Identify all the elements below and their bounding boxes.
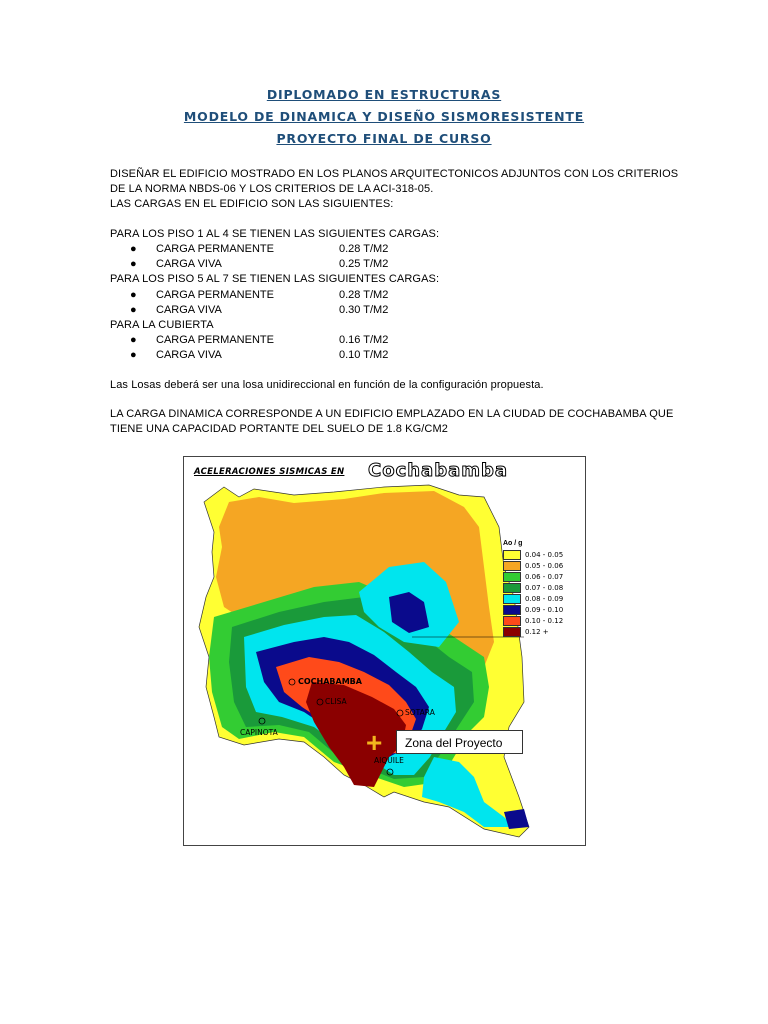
- place-sotara: SOTARA: [405, 708, 435, 717]
- legend-label: 0.08 - 0.09: [525, 594, 564, 603]
- legend-item: [503, 615, 573, 626]
- legend-swatch: [503, 572, 521, 582]
- load-value: 0.28 T/M2: [339, 243, 389, 255]
- map-city-title: Cochabamba: [368, 460, 509, 481]
- legend-swatch: [503, 627, 521, 637]
- title-modelo: MODELO DE DINAMICA Y DISEÑO SISMORESISTENTE: [183, 109, 585, 124]
- bullet-icon: ●: [130, 349, 137, 361]
- map-legend: [503, 540, 573, 637]
- load-value: 0.16 T/M2: [339, 334, 389, 346]
- bullet-icon: ●: [130, 243, 137, 255]
- legend-item: [503, 582, 573, 593]
- seismic-zone-map-graphic: [184, 457, 585, 845]
- place-aiquile: AIQUILE: [374, 756, 404, 765]
- intro-line-3: LAS CARGAS EN EL EDIFICIO SON LAS SIGUIENTES:: [110, 198, 394, 210]
- legend-item: [503, 549, 573, 560]
- legend-title: Ao / g: [503, 540, 523, 547]
- load-value: 0.25 T/M2: [339, 258, 389, 270]
- load-label: CARGA PERMANENTE: [156, 289, 274, 301]
- legend-label: 0.12 +: [525, 627, 549, 636]
- legend-label: 0.06 - 0.07: [525, 572, 564, 581]
- plus-icon: +: [366, 727, 383, 758]
- legend-swatch: [503, 594, 521, 604]
- legend-swatch: [503, 616, 521, 626]
- load-value: 0.30 T/M2: [339, 304, 389, 316]
- legend-label: 0.10 - 0.12: [525, 616, 564, 625]
- slab-note: Las Losas deberá ser una losa unidireccional en función de la configuración propuesta.: [110, 379, 544, 391]
- legend-swatch: [503, 561, 521, 571]
- intro-line-1: DISEÑAR EL EDIFICIO MOSTRADO EN LOS PLANOS ARQUITECTONICOS ADJUNTOS CON LOS CRITERIOS: [110, 168, 679, 180]
- project-zone-callout: Zona del Proyecto: [396, 730, 523, 754]
- legend-item: [503, 560, 573, 571]
- load-label: CARGA PERMANENTE: [156, 243, 274, 255]
- load-label: CARGA VIVA: [156, 349, 222, 361]
- legend-item: [503, 604, 573, 615]
- load-label: CARGA VIVA: [156, 304, 222, 316]
- loads-heading-1: PARA LOS PISO 1 AL 4 SE TIENEN LAS SIGUIENTES CARGAS:: [110, 228, 440, 240]
- place-capinota: CAPINOTA: [240, 728, 278, 737]
- place-cochabamba: COCHABAMBA: [298, 677, 362, 686]
- legend-item: [503, 593, 573, 604]
- bullet-icon: ●: [130, 258, 137, 270]
- bullet-icon: ●: [130, 289, 137, 301]
- load-label: CARGA VIVA: [156, 258, 222, 270]
- dynamic-line-2: TIENE UNA CAPACIDAD PORTANTE DEL SUELO DE 1.8 KG/CM2: [110, 423, 448, 435]
- legend-item: [503, 626, 573, 637]
- place-clisa: CLISA: [325, 697, 347, 706]
- map-title: ACELERACIONES SISMICAS EN: [194, 467, 345, 477]
- legend-label: 0.04 - 0.05: [525, 550, 564, 559]
- seismic-map: [183, 456, 586, 846]
- legend-swatch: [503, 550, 521, 560]
- loads-heading-3: PARA LA CUBIERTA: [110, 319, 214, 331]
- legend-label: 0.09 - 0.10: [525, 605, 564, 614]
- load-value: 0.10 T/M2: [339, 349, 389, 361]
- intro-line-2: DE LA NORMA NBDS-06 Y LOS CRITERIOS DE LA ACI-318-05.: [110, 183, 434, 195]
- title-proyecto: PROYECTO FINAL DE CURSO: [276, 131, 492, 146]
- load-value: 0.28 T/M2: [339, 289, 389, 301]
- title-diplomado: DIPLOMADO EN ESTRUCTURAS: [266, 87, 502, 102]
- legend-swatch: [503, 583, 521, 593]
- legend-label: 0.05 - 0.06: [525, 561, 564, 570]
- bullet-icon: ●: [130, 334, 137, 346]
- bullet-icon: ●: [130, 304, 137, 316]
- load-label: CARGA PERMANENTE: [156, 334, 274, 346]
- legend-item: [503, 571, 573, 582]
- loads-heading-2: PARA LOS PISO 5 AL 7 SE TIENEN LAS SIGUIENTES CARGAS:: [110, 273, 440, 285]
- legend-label: 0.07 - 0.08: [525, 583, 564, 592]
- dynamic-line-1: LA CARGA DINAMICA CORRESPONDE A UN EDIFICIO EMPLAZADO EN LA CIUDAD DE COCHABAMBA QUE: [110, 408, 674, 420]
- legend-swatch: [503, 605, 521, 615]
